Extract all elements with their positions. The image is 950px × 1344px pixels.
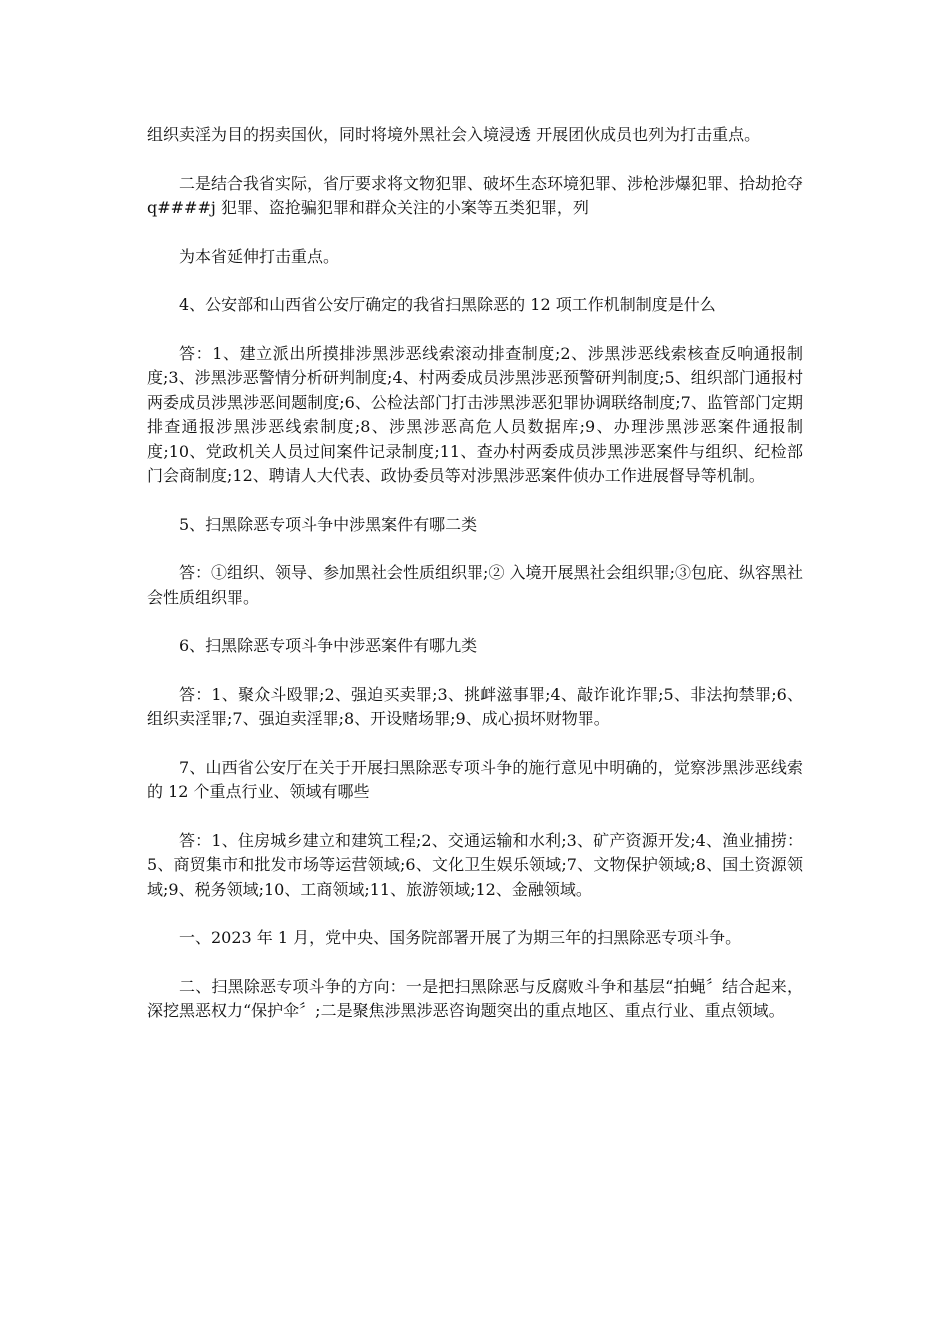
paragraph-2: 二是结合我省实际，省厅要求将文物犯罪、破坏生态环境犯罪、涉枪涉爆犯罪、拾劫抢夺 q####j 犯罪、盗抢骗犯罪和群众关注的小案等五类犯罪，列 [147, 173, 804, 217]
question-6: 6、扫黑除恶专项斗争中涉恶案件有哪九类 [179, 636, 478, 655]
section-two: 二、扫黑除恶专项斗争的方向：一是把扫黑除恶与反腐败斗争和基层“拍蝇〞结合起来，深挖黑恶权力“保护伞〞;二是聚焦涉黑涉恶咨询题突出的重点地区、重点行业、重点领域。 [147, 976, 803, 1020]
answer-7: 答：1、住房城乡建立和建筑工程;2、交通运输和水利;3、矿产资源开发;4、渔业捕捞：5、商贸集市和批发市场等运营领域;6、文化卫生娱乐领域;7、文物保护领域;8、国土资源领域;9、税务领域;10、工商领域;11、旅游领域;12、金融领域。 [147, 830, 803, 899]
question-7: 7、山西省公安厅在关于开展扫黑除恶专项斗争的施行意见中明确的，觉察涉黑涉恶线索的 12 个重点行业、领域有哪些 [147, 757, 803, 801]
paragraph-1: 组织卖淫为目的拐卖国伙，同时将境外黑社会入境浸透 开展团伙成员也列为打击重点。 [147, 125, 761, 144]
section-one: 一、2023 年 1 月，党中央、国务院部署开展了为期三年的扫黑除恶专项斗争。 [179, 928, 742, 947]
answer-4: 答：1、建立派出所摸排涉黑涉恶线索滚动排查制度;2、涉黑涉恶线索核查反响通报制度;3、涉黑涉恶警情分析研判制度;4、村两委成员涉黑涉恶预警研判制度;5、组织部门通报村两委成员涉黑涉恶间题制度;6、公检法部门打击涉黑涉恶犯罪协调联络制度;7、监管部门定期排查通报涉黑涉恶线索制度;8、涉黑涉恶高危人员数据库;9、办理涉黑涉恶案件通报制度;10、党政机关人员过间案件记录制度;11、查办村两委成员涉黑涉恶案件与组织、纪检部门会商制度;12、聘请人大代表、政协委员等对涉黑涉恶案件侦办工作进展督导等机制。 [147, 343, 803, 485]
question-5: 5、扫黑除恶专项斗争中涉黑案件有哪二类 [179, 514, 478, 534]
answer-5: 答：①组织、领导、参加黑社会性质组织罪;② 入境开展黑社会组织罪;③包庇、纵容黑社会性质组织罪。 [147, 563, 803, 607]
document-body [147, 123, 803, 1048]
answer-6: 答：1、聚众斗殴罪;2、强迫买卖罪;3、挑衅滋事罪;4、敲诈讹诈罪;5、非法拘禁罪;6、组织卖淫罪;7、强迫卖淫罪;8、开设赌场罪;9、成心损坏财物罪。 [147, 684, 803, 728]
paragraph-3: 为本省延伸打击重点。 [179, 246, 340, 266]
question-4: 4、公安部和山西省公安厅确定的我省扫黑除恶的 12 项工作机制制度是什么 [179, 295, 716, 314]
